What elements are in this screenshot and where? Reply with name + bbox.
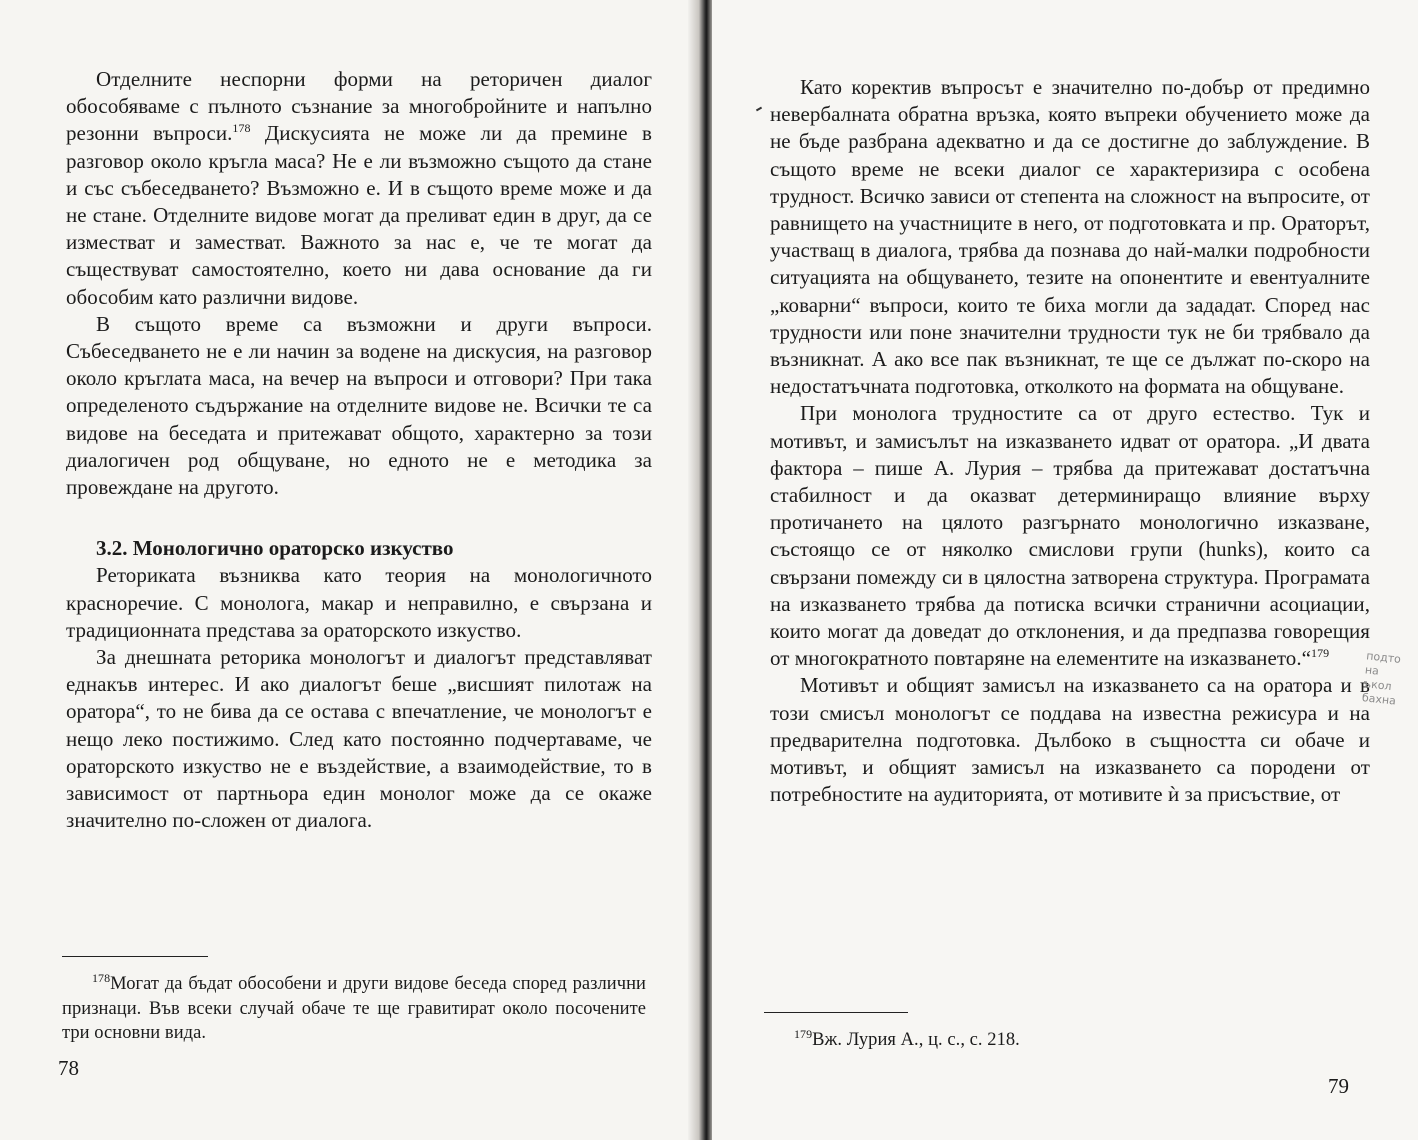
paragraph: В същото време са възможни и други въпроси. Събеседването не е ли начин за водене на дискусия, на разговор около кръглата маса, на вечер на въпроси и отговори? При така определеното съдържание на отделните видове не. Всички те са видове на беседата и притежават общото, характерно за този диалогичен род общуване, но едното не е методика за провеждане на другото.	[66, 311, 652, 500]
margin-note-line: ъкол	[1362, 677, 1393, 694]
footnote	[62, 972, 646, 1046]
margin-note-line: на	[1364, 663, 1380, 678]
footnote-text	[62, 972, 646, 1046]
footnote-number: 179	[794, 1026, 813, 1041]
page-number: 79	[1328, 1074, 1349, 1098]
left-text-column	[66, 66, 652, 834]
footnote-rule	[62, 956, 208, 957]
margin-note-line: подто	[1365, 649, 1402, 666]
paragraph	[66, 66, 652, 311]
handwritten-margin-note	[1361, 649, 1418, 710]
paragraph-text: Дискусията не може ли да премине в разговор около кръгла маса? Не е ли възможно същото да стане и със събеседването? Възможно е. И в същото време може и да не стане. Отделните видове могат да преливат един в друг, да се изместват и заместват. Важното за нас е, че те могат да съществуват самостоятелно, което ни дава основание да ги обособим като различни видове.	[66, 121, 652, 309]
margin-note-line: бахна	[1361, 691, 1397, 708]
paragraph: Реториката възниква като теория на монологичното красноречие. С монолога, макар и неправилно, е свързана и традиционната представа за ораторското изкуство.	[66, 563, 652, 642]
footnote	[764, 1028, 1364, 1053]
paragraph-text: Отделните неспорни форми на реторичен диалог обособяваме с пълното съзнание за многобройните и напълно резонни въпроси.	[66, 67, 652, 146]
paragraph: Мотивът и общият замисъл на изказването са на оратора и в този смисъл монологът се поддава на известна режисура и на предварителна подготовка. Дълбоко в същността си обаче и мотивът, и общият замисъл на изказването са породени от потребностите на аудиторията, от мотивите ѝ за присъствие, от	[770, 673, 1370, 807]
footnote-ref: 179	[1311, 646, 1330, 661]
paragraph	[770, 400, 1370, 672]
footnote-number: 178	[92, 970, 111, 985]
footnote-body: Могат да бъдат обособени и други видове беседа според различни признаци. Във всеки случай обаче те ще гравитират около посочените три основни вида.	[62, 974, 646, 1043]
left-page	[0, 0, 700, 1140]
page-number: 78	[58, 1056, 79, 1080]
footnote-rule	[764, 1012, 908, 1013]
footnote-ref: 178	[232, 121, 251, 136]
paragraph-text: При монолога трудностите са от друго естество. Тук и мотивът, и замисълът на изказването идват от оратора. „И двата фактора – пише А. Лурия – трябва да притежават достатъчна стабилност и да оказват детерминиращо влияние върху протичането на цялото разгърнато монологично изказване, състоящо се от няколко смислови групи (hunks), които са свързани помежду си в цялостна затворена структура. Програмата на изказването трябва да потиска всички странични асоциации, които могат да доведат до отклонения, и да предпазва говорещия от многократното повтаряне на елементите на изказването.“	[770, 401, 1370, 671]
footnote-body: Вж. Лурия А., ц. с., с. 218.	[812, 1030, 1020, 1050]
footnote-text	[764, 1028, 1364, 1053]
right-page	[712, 0, 1418, 1140]
paragraph: За днешната реторика монологът и диалогът представляват еднакъв интерес. И ако диалогът беше „висшият пилотаж на оратора“, то не бива да се остава с впечатление, че монологът е нещо леко постижимо. След като постоянно подчертаваме, че ораторското изкуство не е въздействие, а взаимодействие, то в зависимост от партньора един монолог може да се окаже значително по-сложен от диалога.	[66, 645, 652, 833]
right-text-column	[770, 74, 1370, 808]
section-heading: 3.2. Монологично ораторско изкуство	[96, 536, 454, 561]
paragraph: Като коректив въпросът е значително по-добър от предимно невербалната обратна връзка, която въпреки обучението може да не бъде разбрана адекватно и да се достигне до заблуждение. В същото време не всеки диалог се характеризира с особена трудност. Всичко зависи от степента на сложност на въпросите, от равнището на участниците в него, от подготовката и пр. Ораторът, участващ в диалога, трябва да познава до най-малки подробности ситуацията на общуването, тезите на опонентите и евентуалните „коварни“ въпроси, които те биха могли да зададат. Според нас трудности или поне значителни трудности тук не би трябвало да възникнат. А ако все пак възникнат, те ще се дължат по-скоро на недостатъчната подготовка, отколкото на формата на общуване.	[770, 75, 1370, 399]
